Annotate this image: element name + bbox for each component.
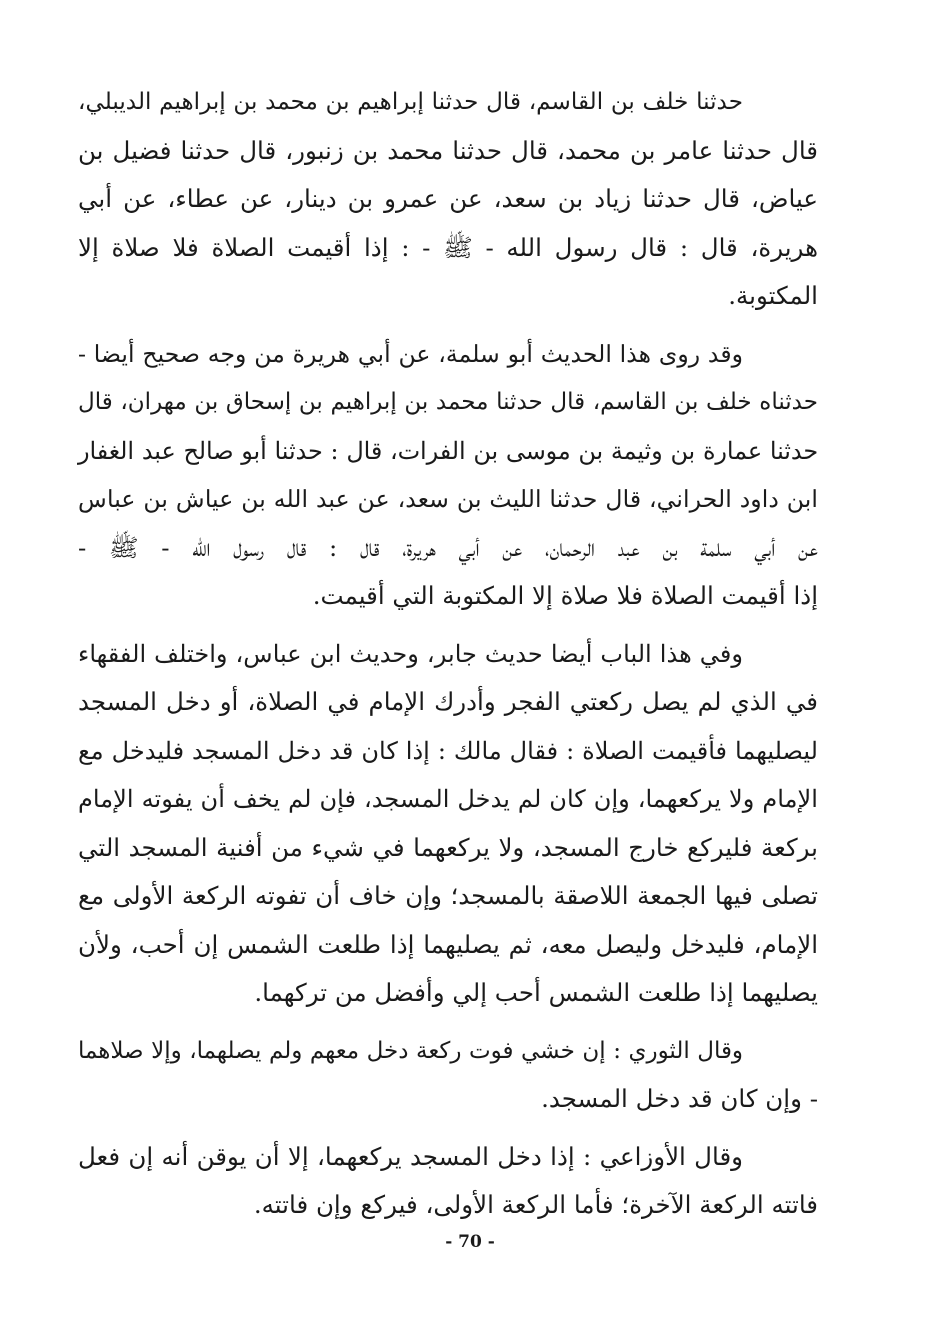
- text-line: يصليهما إذا طلعت الشمس أحب إلي وأفضل من تركهما.: [254, 978, 818, 1007]
- text-line: حدثنا خلف بن القاسم، قال حدثنا إبراهيم بن محمد بن إبراهيم الديبلي،: [78, 89, 743, 115]
- paragraph-2: [78, 330, 818, 621]
- text-line: تصلى فيها الجمعة اللاصقة بالمسجد؛ وإن خاف أن تفوته الركعة الأولى مع: [78, 881, 818, 910]
- text-line: الإمام ولا يركعهما، وإن كان لم يدخل المسجد، فإن لم يخف أن يفوته الإمام: [78, 785, 818, 813]
- text-line: عياض، قال حدثنا زياد بن سعد، عن عمرو بن دينار، عن عطاء، عن أبي: [78, 184, 818, 213]
- body-text: [78, 78, 818, 1239]
- paragraph-4: [78, 1027, 818, 1124]
- paragraph-5: [78, 1133, 818, 1230]
- text-line: بركعة فليركع خارج المسجد، ولا يركعهما في شيء من أفنية المسجد التي: [78, 832, 818, 862]
- text-line: ابن داود الحراني، قال حدثنا الليث بن سعد، عن عبد الله بن عياش بن عباس: [78, 485, 818, 513]
- text-line: ليصليهما فأقيمت الصلاة : فقال مالك : إذا كان قد دخل المسجد فليدخل مع: [78, 736, 818, 765]
- paragraph-3: [78, 630, 818, 1018]
- text-line: وقال الأوزاعي : إذا دخل المسجد يركعهما، إلا أن يوقن أنه إن فعل: [78, 1141, 743, 1171]
- text-line: الإمام، فليدخل وليصل معه، ثم يصليهما إذا طلعت الشمس إن أحب، ولأن: [78, 929, 818, 959]
- text-line: - وإن كان قد دخل المسجد.: [541, 1084, 818, 1113]
- page-number: - 70 -: [445, 1232, 495, 1252]
- text-line: المكتوبة.: [728, 281, 818, 310]
- text-line: هريرة، قال : قال رسول الله - ﷺ - : إذا أقيمت الصلاة فلا صلاة إلا: [78, 232, 818, 262]
- text-line: حدثنا عمارة بن وثيمة بن موسى بن الفرات، قال : حدثنا أبو صالح عبد الغفار: [78, 436, 818, 465]
- text-line: فاتته الركعة الآخرة؛ فأما الركعة الأولى، فيركع وإن فاتته.: [253, 1190, 818, 1219]
- text-line: وفي هذا الباب أيضا حديث جابر، وحديث ابن عباس، واختلف الفقهاء: [78, 639, 743, 668]
- text-line: قال حدثنا عامر بن محمد، قال حدثنا محمد بن زنبور، قال حدثنا فضيل بن: [78, 135, 818, 165]
- text-line: وقد روى هذا الحديث أبو سلمة، عن أبي هريرة من وجه صحيح أيضا -: [78, 339, 743, 368]
- text-line: عن أبي سلمة بن عبد الرحمان، عن أبي هريرة، قال : قال رسول الله - ﷺ -: [78, 532, 818, 562]
- text-line: وقال الثوري : إن خشي فوت ركعة دخل معهم ولم يصلهما، وإلا صلاهما: [78, 1037, 743, 1064]
- text-line: إذا أقيمت الصلاة فلا صلاة إلا المكتوبة التي أقيمت.: [312, 581, 818, 610]
- text-line: حدثناه خلف بن القاسم، قال حدثنا محمد بن إبراهيم بن إسحاق بن مهران، قال: [78, 389, 818, 415]
- text-line: في الذي لم يصل ركعتي الفجر وأدرك الإمام في الصلاة، أو دخل المسجد: [78, 687, 818, 716]
- paragraph-1: [78, 78, 818, 321]
